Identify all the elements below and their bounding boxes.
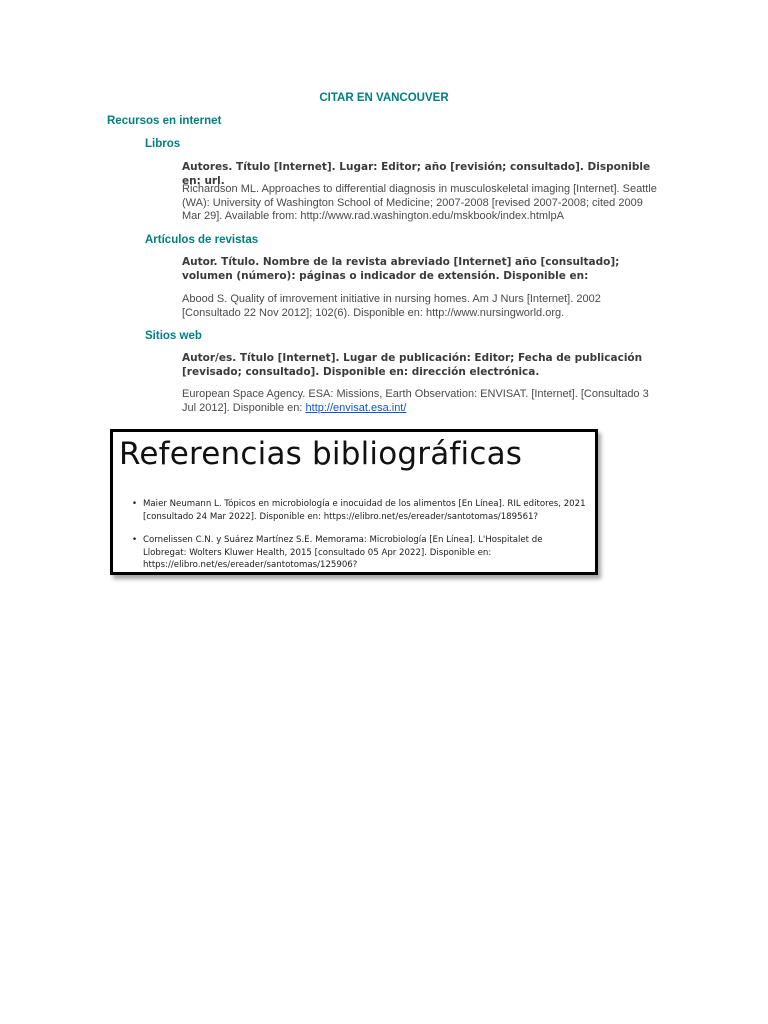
format-articulos: Autor. Título. Nombre de la revista abreviado [Internet] año [consultado]; volumen (número): páginas o indicador de extensión. Disponible en: — [182, 256, 620, 282]
reference-text: Maier Neumann L. Tópicos en microbiología e inocuidad de los alimentos [En Línea]. RIL editores, 2021 [consultado 24 Mar 2022]. Disponible en: https://elibro.net/es/ereader/santotomas/189561? — [143, 499, 586, 522]
example-libros: Richardson ML. Approaches to differential diagnosis in musculoskeletal imaging [Internet]. Seattle (WA): University of Washington School of Medicine; 2007-2008 [revised 2007-2008; cited 2009 Mar 29]. Available from: http://www.rad.washington.edu/mskbook/index.htmlpA — [182, 183, 657, 222]
references-image — [110, 429, 598, 575]
references-list — [131, 498, 586, 583]
page-title: CITAR EN VANCOUVER — [319, 92, 449, 104]
format-libros: Autores. Título [Internet]. Lugar: Editor; año [revisión; consultado]. Disponible en: url. — [182, 161, 651, 187]
reference-text: Cornelissen C.N. y Suárez Martínez S.E. Memorama: Microbiología [En Línea]. L'Hospitalet de Llobregat: Wolters Kluwer Health, 2015 [consultado 05 Apr 2022]. Disponible en: https://elibro.net/es/ereader/santotomas/125906? — [143, 535, 543, 571]
references-title: Referencias bibliográficas — [119, 436, 523, 472]
envisat-link[interactable]: http://envisat.esa.int/ — [305, 401, 407, 414]
bullet-icon: • — [132, 535, 138, 546]
reference-item — [131, 534, 586, 572]
reference-item — [131, 498, 586, 523]
example-articulos: Abood S. Quality of imrovement initiative in nursing homes. Am J Nurs [Internet]. 2002 [Consultado 22 Nov 2012]; 102(6). Disponible en: http://www.nursingworld.org. — [182, 293, 601, 319]
subsection-heading-libros: Libros — [145, 138, 181, 150]
section-heading-recursos: Recursos en internet — [107, 115, 222, 127]
example-sitios-text: European Space Agency. ESA: Missions, Earth Observation: ENVISAT. [Internet]. [Consultado 3 Jul 2012]. Disponible en: — [182, 388, 649, 414]
subsection-heading-articulos: Artículos de revistas — [145, 234, 259, 246]
subsection-heading-sitios: Sitios web — [145, 330, 202, 342]
format-sitios: Autor/es. Título [Internet]. Lugar de publicación: Editor; Fecha de publicación [revisado; consultado]. Disponible en: dirección electrónica. — [182, 352, 643, 378]
bullet-icon: • — [132, 499, 138, 509]
example-sitios — [182, 388, 660, 415]
